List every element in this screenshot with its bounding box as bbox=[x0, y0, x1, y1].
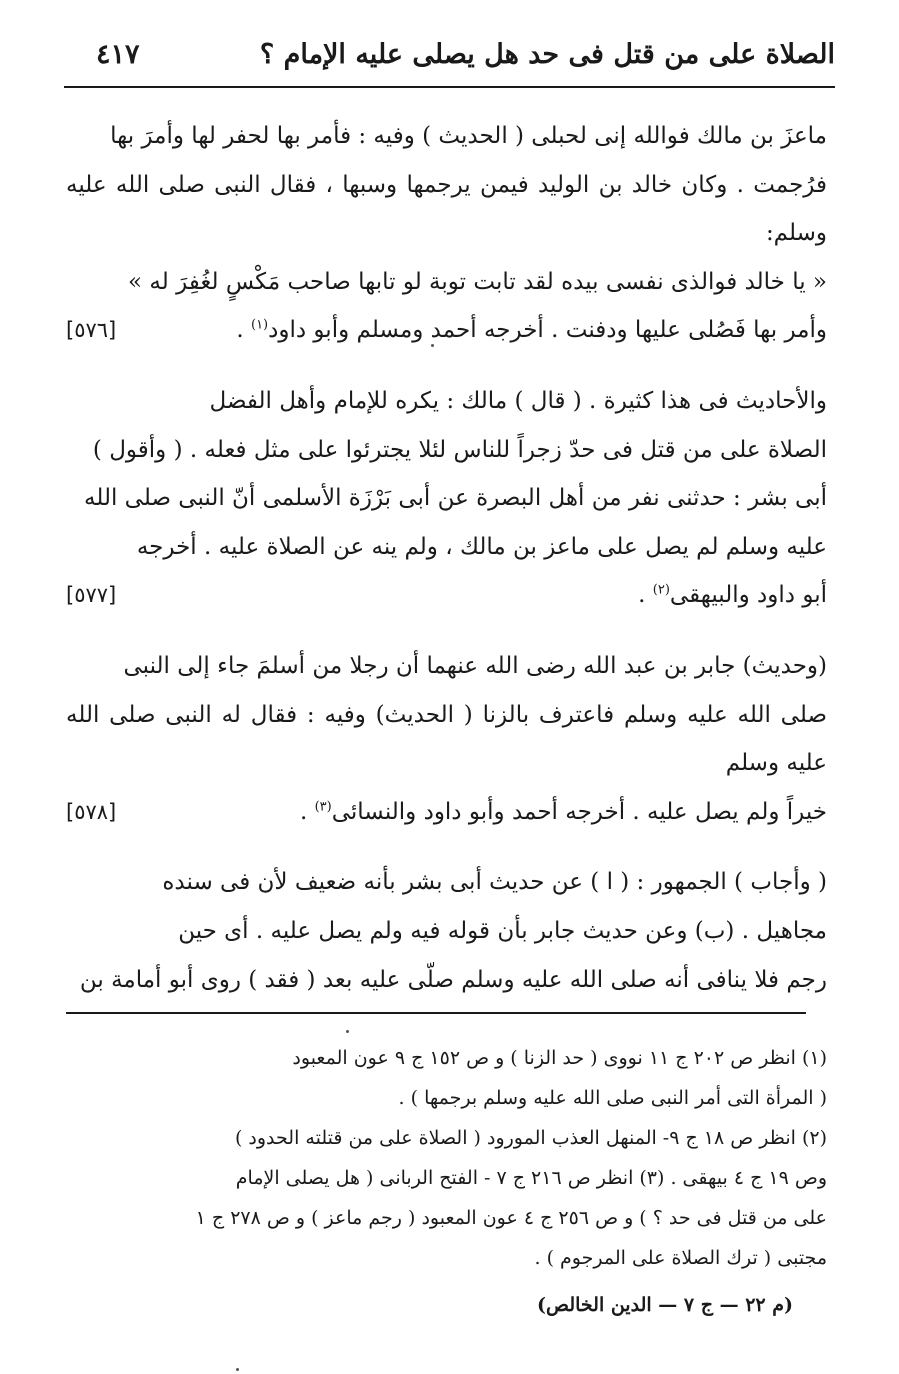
footnote-line: مجتبى ( ترك الصلاة على المرجوم ) . bbox=[534, 1247, 827, 1269]
footnote-line: (١) انظر ص ٢٠٢ ج ١١ نووى ( حد الزنا ) و ص ١٥٢ ج ٩ عون المعبود bbox=[292, 1047, 827, 1069]
running-header bbox=[96, 28, 835, 80]
header-title: الصلاة على من قتل فى حد هل يصلى عليه الإمام ؟ bbox=[259, 38, 835, 70]
text-line: والأحاديث فى هذا كثيرة . ( قال ) مالك : يكره للإمام وأهل الفضل bbox=[209, 387, 827, 414]
text-line: أبو داود والبيهقى$^{(٢)}$ . [٥٧٧] bbox=[66, 571, 827, 620]
footnote-marker: (٣) bbox=[314, 799, 332, 815]
footnote-line: (٢) انظر ص ١٨ ج ٩- المنهل العذب المورود ( الصلاة على من قتلته الحدود ) bbox=[234, 1127, 827, 1149]
print-speck bbox=[431, 344, 434, 347]
footnote-separator bbox=[66, 1012, 806, 1014]
text-line: (وحديث) جابر بن عبد الله رضى الله عنهما أن رجلا من أسلمَ جاء إلى النبى bbox=[123, 652, 827, 679]
text-line: عليه وسلم لم يصل على ماعز بن مالك ، ولم ينه عن الصلاة عليه . أخرجه bbox=[136, 533, 827, 560]
paragraph-4 bbox=[66, 858, 827, 1004]
print-speck bbox=[236, 1368, 239, 1371]
footnote-marker: (٢) bbox=[652, 582, 670, 598]
text-line: الصلاة على من قتل فى حدّ زجراً للناس لئلا يجترئوا على مثل فعله . ( وأقول ) bbox=[92, 436, 827, 463]
main-text bbox=[66, 112, 827, 1004]
footnote-line: على من قتل فى حد ؟ ) و ص ٢٥٦ ج ٤ عون المعبود ( رجم ماعز ) و ص ٢٧٨ ج ١ bbox=[195, 1207, 827, 1229]
footnotes bbox=[68, 1038, 827, 1278]
footnote-marker: (١) bbox=[250, 317, 269, 333]
text-line-content: أبو داود والبيهقى bbox=[669, 582, 827, 609]
paragraph-1 bbox=[66, 112, 827, 355]
hadith-reference: [٥٧٨] bbox=[66, 799, 117, 824]
paragraph-2 bbox=[66, 377, 827, 620]
print-speck bbox=[346, 1030, 349, 1033]
text-line: فرُجمت . وكان خالد بن الوليد فيمن يرجمها وسبها ، فقال النبى صلى الله عليه وسلم: bbox=[66, 171, 827, 247]
footnote-line: وص ١٩ ج ٤ بيهقى . (٣) انظر ص ٢١٦ ج ٧ - الفتح الربانى ( هل يصلى الإمام bbox=[235, 1167, 827, 1189]
header-rule bbox=[64, 86, 835, 88]
text-line: خيراً ولم يصل عليه . أخرجه أحمد وأبو داود والنسائى$^{(٣)}$ . [٥٧٨] bbox=[66, 788, 827, 837]
text-line: مجاهيل . (ب) وعن حديث جابر بأن قوله فيه ولم يصل عليه . أى حين bbox=[178, 917, 827, 944]
text-line: « يا خالد فوالذى نفسى بيده لقد تابت توبة لو تابها صاحب مَكْسٍ لغُفِرَ له » bbox=[128, 268, 827, 295]
paragraph-3 bbox=[66, 642, 827, 836]
page-number: ٤١٧ bbox=[96, 38, 140, 70]
hadith-reference: [٥٧٧] bbox=[66, 583, 117, 608]
text-line-content: وأمر بها فَصُلى عليها ودفنت . أخرجه أحمد ومسلم وأبو داود bbox=[268, 317, 827, 344]
footnote-line: ( المرأة التى أمر النبى صلى الله عليه وسلم برجمها ) . bbox=[398, 1087, 827, 1109]
signature-line: (م ٢٢ — ج ٧ — الدين الخالص) bbox=[537, 1294, 793, 1316]
text-line: أبى بشر : حدثنى نفر من أهل البصرة عن أبى بَرْزَة الأسلمى أنّ النبى صلى الله bbox=[84, 485, 827, 512]
text-line: ماعزَ بن مالك فوالله إنى لحبلى ( الحديث ) وفيه : فأمر بها لحفر لها وأمرَ بها bbox=[110, 123, 827, 149]
text-line: وأمر بها فَصُلى عليها ودفنت . أخرجه أحمد ومسلم وأبو داود$^{(١)}$ . [٥٧٦] bbox=[66, 306, 827, 355]
hadith-reference: [٥٧٦] bbox=[66, 318, 117, 343]
text-line: صلى الله عليه وسلم فاعترف بالزنا ( الحديث) وفيه : فقال له النبى صلى الله عليه وسلم bbox=[66, 701, 827, 777]
text-line: ( وأجاب ) الجمهور : ( ا ) عن حديث أبى بشر بأنه ضعيف لأن فى سنده bbox=[162, 869, 827, 896]
text-line: رجم فلا ينافى أنه صلى الله عليه وسلم صلّى عليه بعد ( فقد ) روى أبو أمامة بن bbox=[79, 966, 827, 993]
text-line-content: خيراً ولم يصل عليه . أخرجه أحمد وأبو داود والنسائى bbox=[331, 798, 827, 825]
